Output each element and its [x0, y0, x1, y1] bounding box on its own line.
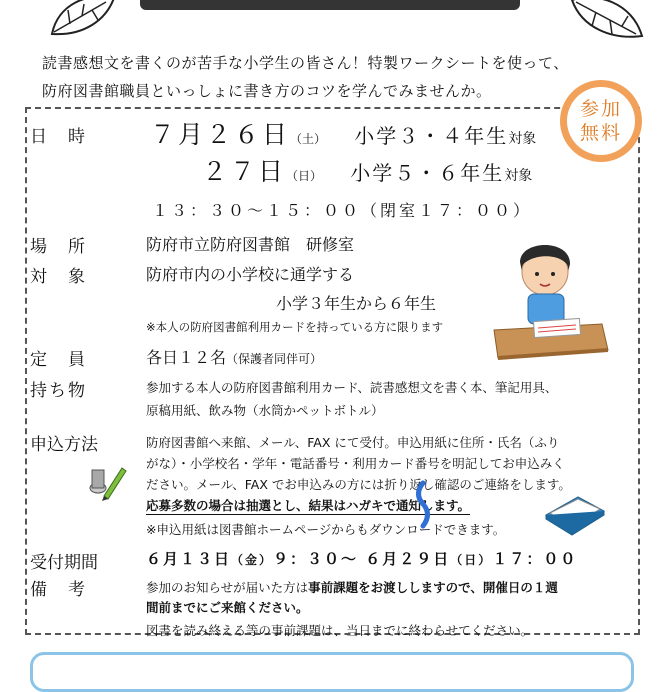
date-day1-dow: （土）: [290, 132, 327, 146]
date-time: １３：３０〜１５：００（閉室１７：００）: [152, 201, 533, 220]
period-label: 受付期間: [30, 553, 98, 573]
date-day2: ２７日: [202, 157, 287, 186]
period-start: ６月１３日: [146, 550, 232, 568]
place-value: 防府市立防府図書館 研修室: [146, 235, 355, 254]
intro-line-2: 防府図書館職員といっしょに書き方のコツを学んでみませんか。: [42, 82, 492, 100]
date-row-1: [150, 115, 536, 151]
apply-label: 申込方法: [30, 435, 98, 455]
book-icon: [542, 495, 608, 541]
date-grade1: 小学３・４年生: [354, 124, 509, 148]
period-start-time: ９：３０〜: [273, 550, 359, 568]
capacity-label: 定 員: [30, 350, 87, 370]
target-line-2: 小学３年生から６年生: [276, 294, 437, 313]
target-note: ※本人の防府図書館利用カードを持っている方に限ります: [146, 320, 444, 334]
capacity-row: [146, 345, 322, 368]
capacity-value: 各日１２名: [146, 348, 227, 367]
free-badge: [560, 80, 642, 162]
grade-suffix-2: 対象: [504, 168, 533, 184]
leaf-icon: [566, 0, 646, 42]
date-row-2: [202, 152, 532, 188]
pencil-icon: [84, 462, 128, 502]
items-line-2: 原稿用紙、飲み物（水筒かペットボトル）: [146, 403, 384, 418]
remarks-line-3: 図書を読み終える等の事前課題は、当日までに終わらせてください。: [146, 623, 534, 638]
apply-line-3: ださい。メール、FAX でお申込みの方には折り返し確認のご連絡をします。: [146, 477, 571, 492]
apply-line-5: ※申込用紙は図書館ホームページからもダウンロードできます。: [146, 522, 506, 537]
grade-suffix-1: 対象: [508, 131, 537, 147]
items-line-1: 参加する本人の防府図書館利用カード、読書感想文を書く本、筆記用具、: [146, 380, 558, 395]
period-row: [146, 548, 577, 569]
period-end-dow: （日）: [450, 553, 493, 567]
date-day2-dow: （日）: [286, 169, 323, 183]
date-day1: ７月２６日: [150, 120, 291, 149]
remarks-line-1: [146, 578, 558, 596]
badge-line-2: 無料: [579, 122, 622, 144]
apply-line-4: 応募多数の場合は抽選とし、結果はハガキで通知します。: [146, 498, 471, 513]
child-writing-illustration: [490, 232, 610, 364]
apply-line-2: がな）・小学校名・学年・電話番号・利用カード番号を明記してお申込みく: [146, 456, 565, 471]
target-label: 対 象: [30, 267, 87, 287]
intro-line-1: 読書感想文を書くのが苦手な小学生の皆さん！特製ワークシートを使って、: [42, 54, 569, 72]
items-label: 持ち物: [30, 381, 87, 401]
remarks-line-2: 間前までにご来館ください。: [146, 600, 309, 615]
bottom-panel: [30, 652, 634, 692]
remarks-label: 備 考: [30, 580, 87, 600]
period-start-dow: （金）: [231, 553, 274, 567]
date-label: 日 時: [30, 127, 87, 147]
apply-line-1: 防府図書館へ来館、メール、FAX にて受付。申込用紙に住所・氏名（ふり: [146, 435, 560, 450]
place-label: 場 所: [30, 237, 87, 257]
period-end-time: １７：００: [492, 550, 578, 568]
remarks-line-1b: 事前課題をお渡ししますので、開催日の１週: [308, 580, 558, 595]
leaf-icon: [48, 0, 118, 38]
period-end: ６月２９日: [365, 550, 451, 568]
capacity-note: （保護者同伴可）: [226, 352, 323, 366]
title-cutoff: [140, 0, 520, 10]
badge-line-1: 参加: [579, 98, 622, 120]
target-line-1: 防府市内の小学校に通学する: [146, 265, 355, 284]
scribble-mark: [410, 480, 436, 530]
remarks-line-1a: 参加のお知らせが届いた方は: [146, 580, 309, 595]
date-grade2: 小学５・６年生: [350, 161, 505, 185]
